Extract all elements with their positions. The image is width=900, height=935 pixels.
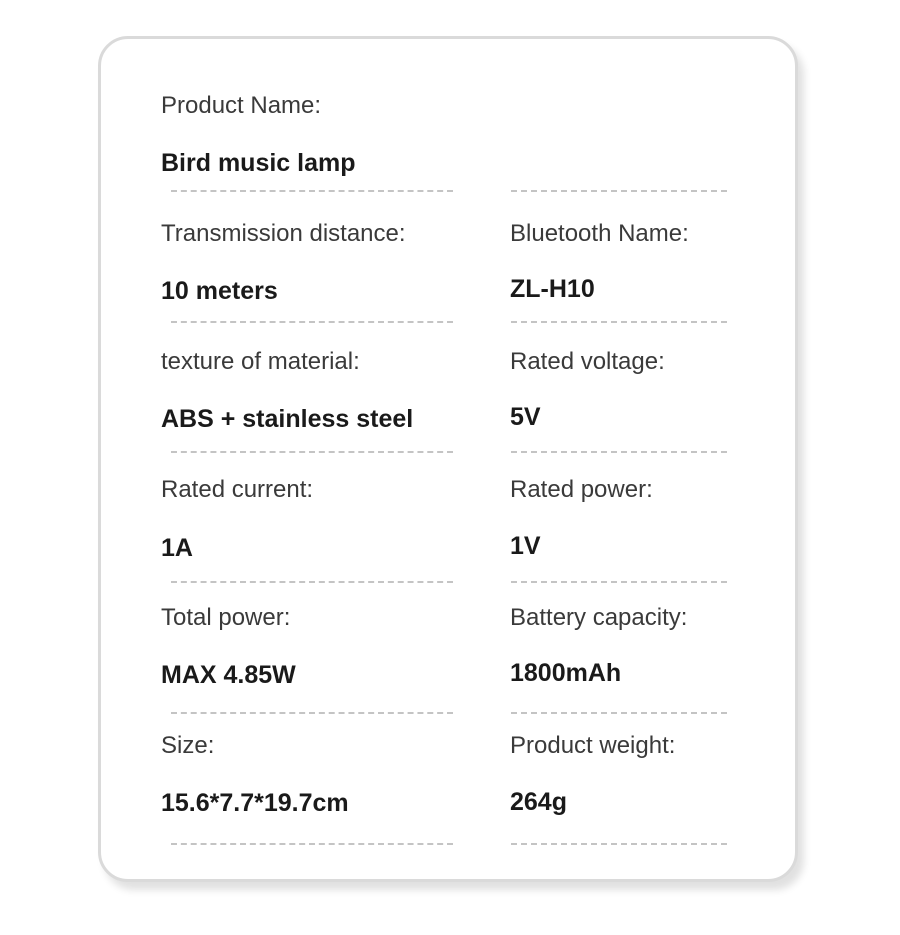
divider (171, 581, 453, 583)
product-weight-value: 264g (510, 788, 567, 816)
size-value: 15.6*7.7*19.7cm (161, 789, 349, 817)
product-name-value: Bird music lamp (161, 149, 356, 177)
divider (171, 712, 453, 714)
battery-capacity-value: 1800mAh (510, 659, 622, 687)
divider (511, 190, 727, 192)
divider (511, 451, 727, 453)
product-weight-label: Product weight: (510, 732, 676, 759)
size-label: Size: (161, 732, 215, 759)
rated-voltage-value: 5V (510, 403, 541, 431)
divider (171, 321, 453, 323)
product-name-label: Product Name: (161, 92, 322, 119)
battery-capacity-label: Battery capacity: (510, 604, 688, 631)
total-power-label: Total power: (161, 604, 291, 631)
bluetooth-name-label: Bluetooth Name: (510, 220, 689, 247)
texture-label: texture of material: (161, 348, 360, 375)
divider (171, 190, 453, 192)
divider (511, 843, 727, 845)
divider (511, 581, 727, 583)
rated-current-value: 1A (161, 534, 193, 562)
rated-voltage-label: Rated voltage: (510, 348, 665, 375)
bluetooth-name-value: ZL-H10 (510, 275, 595, 303)
texture-value: ABS + stainless steel (161, 405, 414, 433)
total-power-value: MAX 4.85W (161, 661, 296, 689)
transmission-distance-value: 10 meters (161, 277, 278, 305)
rated-power-label: Rated power: (510, 476, 653, 503)
divider (171, 843, 453, 845)
spec-card (98, 36, 798, 882)
divider (171, 451, 453, 453)
divider (511, 321, 727, 323)
transmission-distance-label: Transmission distance: (161, 220, 406, 247)
rated-current-label: Rated current: (161, 476, 314, 503)
rated-power-value: 1V (510, 532, 541, 560)
divider (511, 712, 727, 714)
